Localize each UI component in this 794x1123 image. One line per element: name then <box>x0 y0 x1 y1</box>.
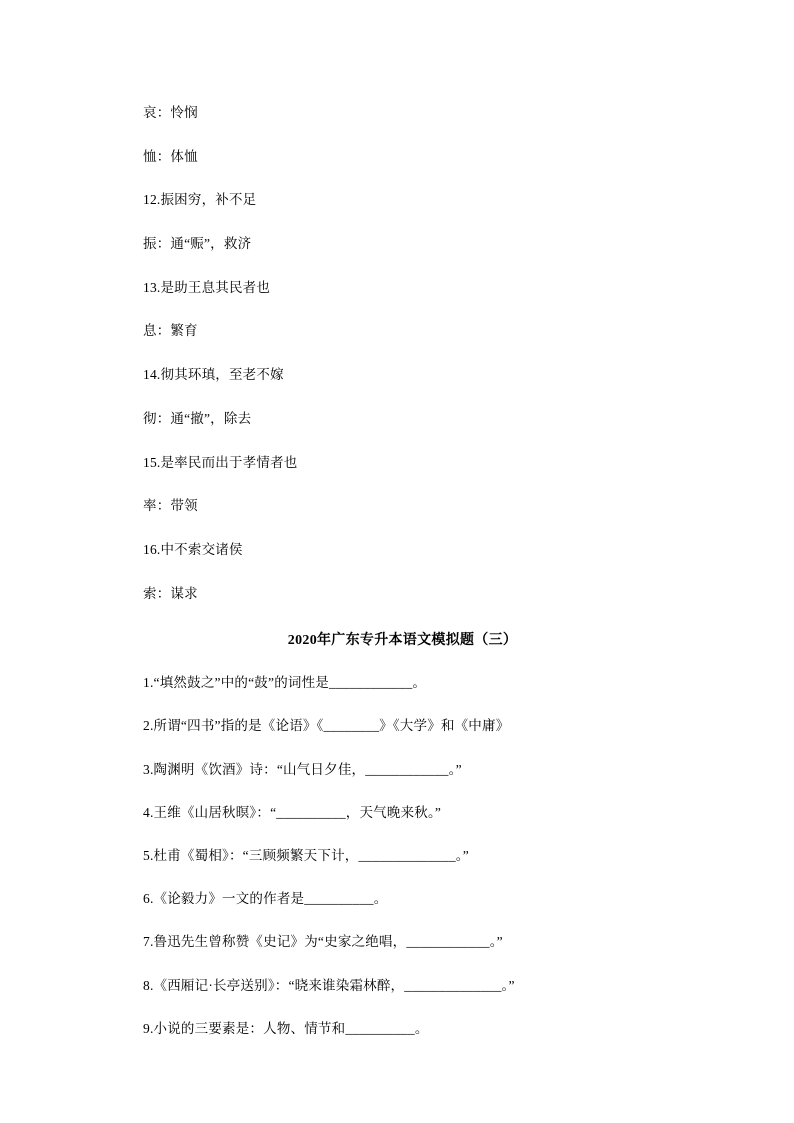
question-item: 9.小说的三要素是：人物、情节和__________。 <box>143 1020 429 1036</box>
vocabulary-list <box>143 105 656 602</box>
question-item: 4.王维《山居秋暝》：“__________，天气晚来秋。” <box>143 804 442 820</box>
list-item: 15.是率民而出于孝情者也 <box>143 454 298 470</box>
question-item: 1.“填然鼓之”中的“鼓”的词性是____________。 <box>143 675 427 691</box>
list-item: 13.是助王息其民者也 <box>143 279 271 295</box>
question-item: 2.所谓“四书”指的是《论语》《________》《大学》和《中庸》 <box>143 718 510 734</box>
section-title: 2020年广东专升本语文模拟题（三） <box>287 633 518 649</box>
list-item: 率：带领 <box>143 498 198 514</box>
list-item: 哀：怜悯 <box>143 105 198 120</box>
list-item: 16.中不索交诸侯 <box>143 541 243 557</box>
question-item: 3.陶渊明《饮酒》诗：“山气日夕佳，____________。” <box>143 761 462 777</box>
list-item: 振：通“赈”，救济 <box>143 236 252 252</box>
question-list <box>143 675 656 1037</box>
question-item: 6.《论毅力》一文的作者是__________。 <box>143 891 388 907</box>
question-item: 5.杜甫《蜀相》：“三顾频繁天下计，______________。” <box>143 848 469 863</box>
question-item: 8.《西厢记·长亭送别》：“晓来谁染霜林醉，______________。” <box>143 977 515 993</box>
list-item: 息：繁育 <box>143 323 198 339</box>
list-item: 恤：体恤 <box>143 148 198 164</box>
list-item: 12.振困穷，补不足 <box>143 192 257 208</box>
question-item: 7.鲁迅先生曾称赞《史记》为“史家之绝唱，____________。” <box>143 934 503 950</box>
list-item: 索：谋求 <box>143 585 198 601</box>
list-item: 彻：通“撤”，除去 <box>143 410 252 426</box>
list-item: 14.彻其环瑱，至老不嫁 <box>143 367 284 383</box>
